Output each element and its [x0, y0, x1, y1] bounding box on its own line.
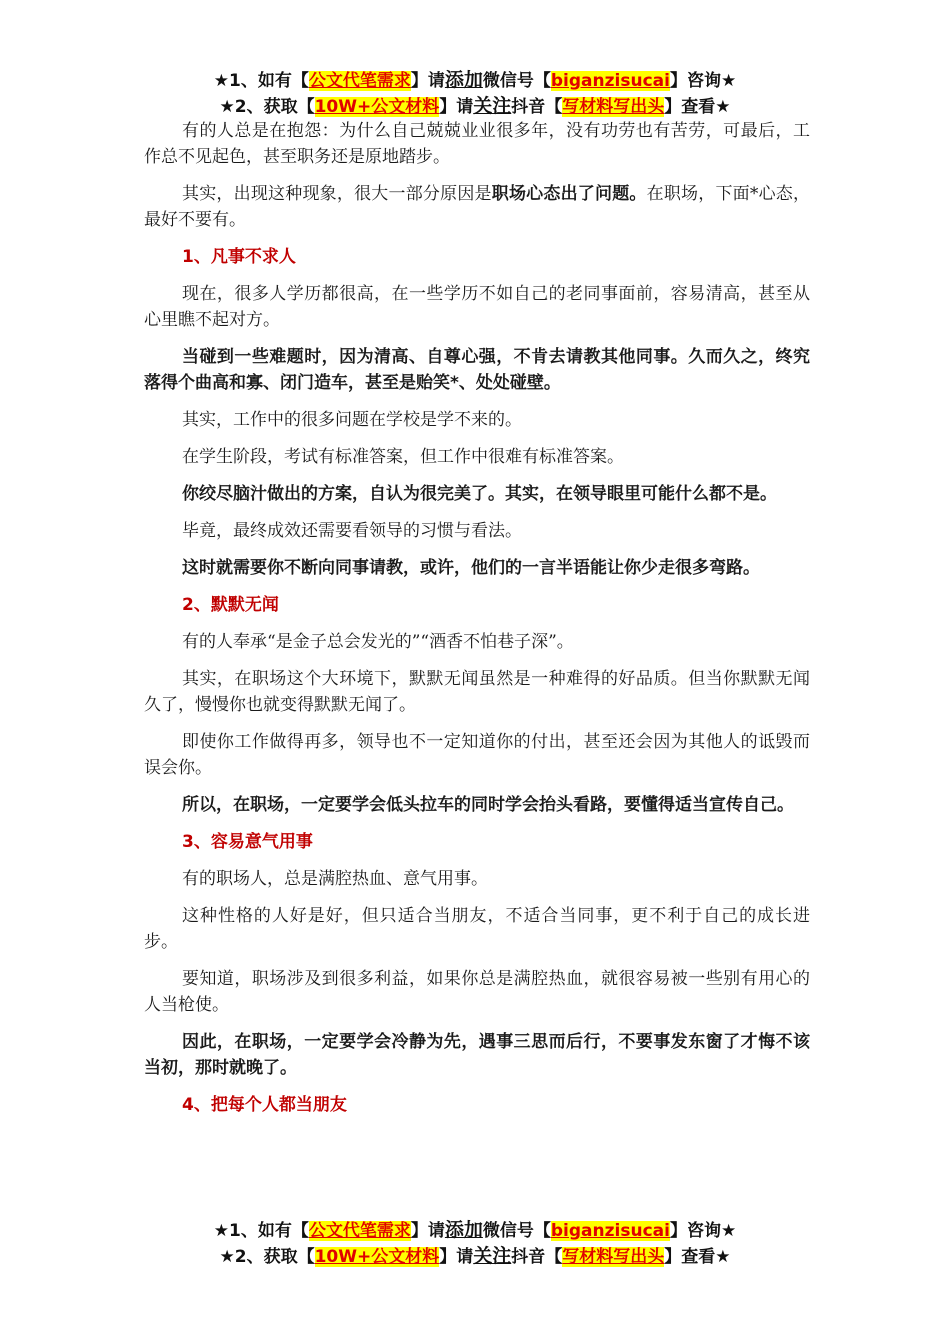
paragraph-bold: 所以，在职场，一定要学会低头拉车的同时学会抬头看路，要懂得适当宣传自己。: [182, 795, 794, 815]
banner-text: 】请: [439, 1247, 474, 1267]
banner-highlight: 公文代笔需求: [308, 1221, 411, 1241]
banner-wechat-id: biganzisucai: [550, 1221, 670, 1241]
banner-line-1: [0, 68, 950, 94]
paragraph-text: 在职场，下面*心态，最好不要有。: [144, 184, 810, 230]
banner-line-2: [0, 94, 950, 120]
banner-text: 】咨询★: [669, 1221, 737, 1241]
banner-text: ★1、如有【: [213, 1221, 309, 1241]
banner-highlight: 10W+公文材料: [314, 97, 440, 117]
banner-text: 】查看★: [664, 97, 731, 117]
article-body: [144, 118, 810, 1129]
section-heading-4: 4、把每个人都当朋友: [182, 1095, 347, 1115]
paragraph: 有的人总是在抱怨：为什么自己兢兢业业很多年，没有功劳也有苦劳，可最后，工作总不见起色，甚至职务还是原地踏步。: [144, 121, 810, 167]
banner-text: 】请: [410, 1221, 445, 1241]
banner-douyin-id: 写材料写出头: [562, 1247, 665, 1267]
banner-text: ★2、获取【: [219, 1247, 315, 1267]
banner-text: 】咨询★: [669, 71, 737, 91]
paragraph: 这种性格的人好是好，但只适合当朋友，不适合当同事，更不利于自己的成长进步。: [144, 906, 810, 952]
banner-text: 】查看★: [664, 1247, 731, 1267]
header-banner: [0, 68, 950, 120]
paragraph-bold: 你绞尽脑汁做出的方案，自认为很完美了。其实，在领导眼里可能什么都不是。: [182, 484, 777, 504]
paragraph: 在学生阶段，考试有标准答案，但工作中很难有标准答案。: [182, 447, 624, 467]
banner-text: 抖音【: [511, 1247, 563, 1267]
banner-text: ★1、如有【: [213, 71, 309, 91]
banner-highlight: 公文代笔需求: [308, 71, 411, 91]
section-heading-3: 3、容易意气用事: [182, 832, 313, 852]
banner-emphasis: 关注: [473, 95, 512, 117]
banner-douyin-id: 写材料写出头: [562, 97, 665, 117]
paragraph: 要知道，职场涉及到很多利益，如果你总是满腔热血，就很容易被一些别有用心的人当枪使。: [144, 969, 810, 1015]
banner-wechat-id: biganzisucai: [550, 71, 670, 91]
banner-line-2: [0, 1244, 950, 1270]
banner-text: 】请: [439, 97, 474, 117]
banner-emphasis: 添加: [444, 1219, 483, 1241]
banner-highlight: 10W+公文材料: [314, 1247, 440, 1267]
banner-text: 抖音【: [511, 97, 563, 117]
paragraph: 有的职场人，总是满腔热血、意气用事。: [182, 869, 488, 889]
paragraph: 其实，工作中的很多问题在学校是学不来的。: [182, 410, 522, 430]
banner-text: 微信号【: [482, 71, 551, 91]
paragraph-bold: 当碰到一些难题时，因为清高、自尊心强，不肯去请教其他同事。久而久之，终究落得个曲高和寡、闭门造车，甚至是贻笑*、处处碰壁。: [144, 347, 810, 393]
paragraph: [144, 181, 810, 233]
banner-line-1: [0, 1218, 950, 1244]
paragraph-bold: 因此，在职场，一定要学会冷静为先，遇事三思而后行，不要事发东窗了才悔不该当初，那时就晚了。: [144, 1032, 810, 1078]
paragraph: 毕竟，最终成效还需要看领导的习惯与看法。: [182, 521, 522, 541]
paragraph: 现在，很多人学历都很高，在一些学历不如自己的老同事面前，容易清高，甚至从心里瞧不起对方。: [144, 284, 810, 330]
banner-text: ★2、获取【: [219, 97, 315, 117]
paragraph-emphasis: 职场心态出了问题。: [491, 184, 647, 204]
banner-emphasis: 关注: [473, 1245, 512, 1267]
banner-text: 微信号【: [482, 1221, 551, 1241]
banner-text: 】请: [410, 71, 445, 91]
footer-banner: [0, 1218, 950, 1270]
section-heading-1: 1、凡事不求人: [182, 247, 296, 267]
paragraph-bold: 这时就需要你不断向同事请教，或许，他们的一言半语能让你少走很多弯路。: [182, 558, 760, 578]
paragraph: 有的人奉承“是金子总会发光的”“酒香不怕巷子深”。: [182, 632, 574, 652]
paragraph: 其实，在职场这个大环境下，默默无闻虽然是一种难得的好品质。但当你默默无闻久了，慢慢你也就变得默默无闻了。: [144, 669, 810, 715]
section-heading-2: 2、默默无闻: [182, 595, 279, 615]
banner-emphasis: 添加: [444, 69, 483, 91]
paragraph: 即使你工作做得再多，领导也不一定知道你的付出，甚至还会因为其他人的诋毁而误会你。: [144, 732, 810, 778]
paragraph-text: 其实，出现这种现象，很大一部分原因是: [182, 184, 492, 204]
